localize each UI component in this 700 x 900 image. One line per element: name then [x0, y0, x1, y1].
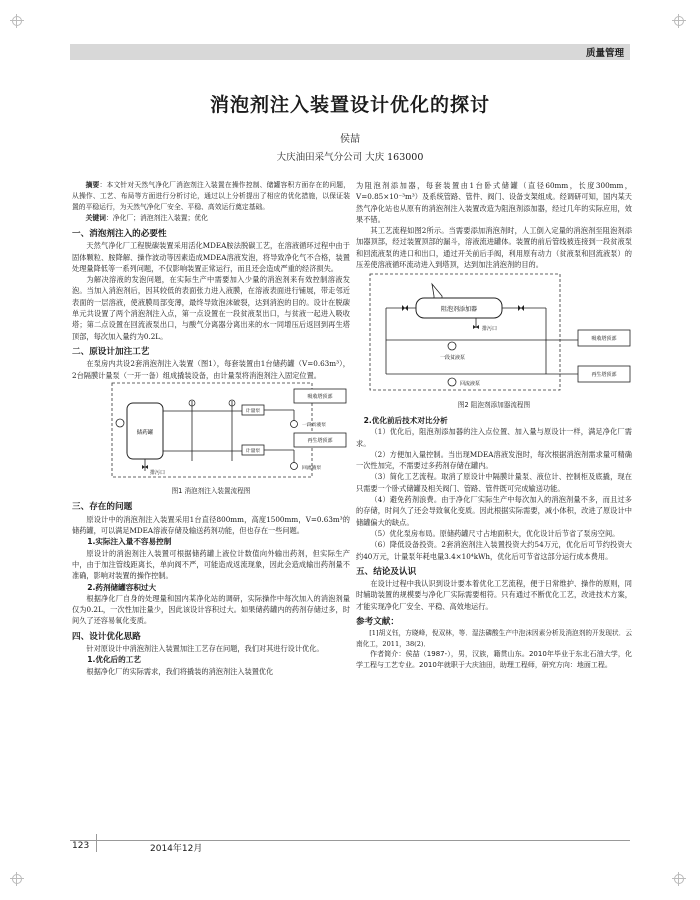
absorber-top-label: 吸收塔顶部 [307, 393, 333, 400]
section-1-paragraph-2: 为解决溶液的发泡问题，在实际生产中需要加入少量的消泡剂来有效控制溶液发泡。当加入消泡剂后，因其较低的表面张力进入液膜，在溶液表面进行铺展，带走邻近表面的一层溶液，使液膜局部变薄，最终导致泡沫破裂，达到消泡的目的。设计在脱碳单元共设置了两个消泡剂注入点，第一点设置在一段贫液泵出口，与贫液一起进入吸收塔；第二点设置在回流液泵出口，与酸气分离器分离出来的水一同增压后返回到再生塔顶部，每次加入量约为0.2L。 [72, 275, 350, 341]
section-3-heading: 三、存在的问题 [72, 502, 133, 513]
keywords-label: 关键词 [85, 214, 106, 222]
registration-circle-bottom-left [12, 874, 22, 884]
lean-pump-label: 一段贫液泵 [302, 422, 326, 428]
valve-icon [402, 305, 408, 311]
author-bio: 作者简介：侯喆（1987-），男，汉族，籍贯山东。2010年毕业于东北石油大学，化学工程与工艺专业。2010年就职于大庆油田，助理工程师，研究方向：地面工程。 [356, 650, 632, 670]
abstract-label: 摘要 [85, 181, 100, 189]
header-bar [70, 44, 630, 60]
valve-icon [518, 305, 524, 311]
section-3-paragraph-3: 根据净化厂自身的处理量和国内某净化站的调研，实际操作中每次加入的消泡剂量仅为0.2L，一次性加注量少，因此该设计容积过大。如果储药罐内的药剂存储过多，时间久了还容易氧化变质。 [72, 593, 350, 626]
reflux-pump-label: 回流液泵 [460, 381, 481, 388]
article-title: 消泡剂注入装置设计优化的探讨 [209, 94, 490, 116]
registration-circle-top-right [674, 16, 684, 26]
author: 侯喆 [340, 134, 360, 145]
issue-date: 2014年12月 [150, 844, 203, 854]
tank-label: 储药罐 [136, 429, 154, 436]
comparison-item-6: （6）降低设备投资。2套消泡剂注入装置投资大约54万元，优化后可节约投资大约40万元，计量泵年耗电量3.4×10⁴kWh，优化后可节省这部分运行成本费用。 [356, 540, 632, 561]
reference-1: [1]胡义钰，方晓峰，倪双林，等．湿法磷酸生产中泡沫因素分析及消泡剂的开发现状．云南化工，2011，38(2)． [356, 629, 632, 648]
footer-divider [96, 834, 97, 852]
level-indicator-icon [116, 419, 124, 427]
section-5-heading: 五、结论及认识 [356, 566, 417, 577]
left-column [72, 180, 350, 677]
section-4-subheading-1: 1.优化后的工艺 [87, 655, 141, 665]
keywords [72, 213, 350, 224]
section-3-subheading-2: 2.药剂储罐容积过大 [87, 582, 157, 592]
comparison-item-5: （5）优化泵房布局。原储药罐尺寸占地面积大，优化设计后节省了泵房空间。 [370, 528, 620, 538]
affiliation: 大庆油田采气分公司 大庆 163000 [276, 152, 424, 163]
regenerator-top-label: 再生塔顶部 [591, 372, 617, 379]
lean-pump-icon [448, 342, 456, 350]
drain-label: 排污口 [482, 326, 498, 333]
abstract-text: ：本文针对天然气净化厂消泡剂注入装置在操作控制、储罐容积方面存在的问题，从操作、工艺、布局等方面进行分析讨论，通过以上分析提出了相应的优化措施，以保证装置的平稳运行，为天然气净化厂安全、平稳、高效运行奠定基础。 [72, 181, 351, 211]
comparison-item-3: （3）简化工艺流程。取消了原设计中隔膜计量泵、液位计、控制柜及底撬，现在只需要一个卧式储罐及相关阀门、管路、管件既可完成输送功能。 [356, 472, 632, 493]
registration-circle-bottom-right [674, 874, 684, 884]
figure-2-diagram [356, 270, 632, 394]
section-1-heading: 一、消泡剂注入的必要性 [72, 229, 167, 239]
comparison-subheading: 2.优化前后技术对比分析 [363, 415, 448, 425]
section-4-paragraph-2: 根据净化厂的实际需求，我们将撬装的消泡剂注入装置优化 [86, 666, 274, 676]
comparison-item-1: （1）优化后，阻泡剂添加器的注入点位置、加入量与原设计一样，满足净化厂需求。 [356, 427, 632, 448]
section-3-paragraph-1: 原设计中的消泡剂注入装置采用1台直径800mm，高度1500mm，V=0.63m³的储药罐，可以满足MDEA溶液存储及输送药剂功能，但也存在一些问题。 [72, 514, 350, 536]
lean-pump-label: 一段贫液泵 [440, 355, 466, 362]
references-heading: 参考文献： [356, 617, 399, 628]
right-paragraph-2: 其工艺流程如图2所示。当需要添加消泡剂时，人工倒入定量的消泡剂至阻泡剂添加器顶部，经过装置顶部的漏斗，溶液流进罐体。装置的前后管线被连接到一段贫液泵和回流液泵的进口和出口，通过开关前后手阀，利用原有动力（贫液泵和回流液泵）的压差使溶液循环流动进入到塔顶，达到加注消泡剂的目的。 [356, 226, 632, 270]
section-1-paragraph-1: 天然气净化厂工程脱碳装置采用活化MDEA胺法脱碳工艺，在溶液循环过程中由于固体颗粒、胺降解、操作波动等因素造成MDEA溶液发泡，将导致净化气不合格，装置处理量降低等一系列问题，不仅影响装置正常运行，而且还会造成严重的经济损失。 [72, 241, 350, 273]
keywords-text: ：净化厂；消泡剂注入装置；优化 [105, 214, 208, 222]
abstract [72, 180, 350, 213]
section-3-paragraph-2: 原设计的消泡剂注入装置可根据储药罐上液位计数值向外输出药剂，但实际生产中，由于加注管线距离长，单向阀不严，可能造成返流现象，因此会造成输出药剂量不准确，影响对装置的操作控制。 [72, 548, 350, 581]
right-paragraph-1: 为阻泡剂添加器，每套装置由1台卧式储罐（直径60mm，长度300mm，V=0.85×10⁻³m³）及系统管路、管件、阀门、设备支架组成。经调研可知，国内某天然气净化站也从原有的消泡剂注入装置改造为阻泡剂添加器，经过几年的实际应用，效果不错。 [356, 181, 632, 224]
vessel-label: 阻泡剂添加器 [440, 306, 478, 314]
right-column [356, 180, 632, 671]
section-3-subheading-1: 1.实际注入量不容易控制 [87, 537, 172, 547]
pump-label-1: 计量泵 [245, 408, 261, 414]
registration-circle-top-left [12, 16, 22, 26]
comparison-item-4: （4）避免药剂浪费。由于净化厂实际生产中每次加入的消泡剂量不多，而且过多的存储，时间久了还会导致氧化变质。因此根据实际需要，减小体积，改进了原设计中储罐偏大的缺点。 [356, 495, 632, 527]
absorber-top-label: 吸收塔顶部 [591, 336, 617, 343]
reflux-pump-icon [448, 378, 456, 386]
pump-label-2: 计量泵 [245, 448, 261, 454]
figure-2-caption: 图2 阻泡剂添加器流程图 [457, 400, 531, 409]
section-2-paragraph-1: 在泵房内共设2套消泡剂注入装置（图1），每套装置由1台储药罐（V=0.63m³），2台隔膜计量泵（一开一备）组成撬装设备，由计量泵将消泡剂注入固定位置。 [72, 359, 350, 380]
figure-1-caption: 图1 消泡剂注入装置流程图 [171, 487, 251, 496]
regenerator-top-label: 再生塔顶部 [307, 437, 333, 444]
lean-pump-icon [291, 420, 298, 427]
page-number: 123 [72, 841, 90, 851]
reflux-pump-icon [291, 462, 298, 469]
drain-label: 排污口 [150, 469, 166, 476]
section-5-paragraph-1: 在设计过程中我认识到设计要本着优化工艺流程，便于日常维护、操作的原则，同时辅助装置的规模要与净化厂实际需要相符。只有通过不断优化工艺，改进技术方案，才能实现净化厂安全、平稳、高效地运行。 [356, 579, 632, 611]
reflux-pump-label: 回流液泵 [302, 465, 322, 471]
section-4-heading: 四、设计优化思路 [72, 631, 141, 642]
section-4-paragraph-1: 针对原设计中消泡剂注入装置加注工艺存在问题，我们对其进行设计优化。 [86, 644, 324, 654]
skid-boundary [370, 274, 560, 390]
figure-1-diagram [72, 381, 350, 481]
section-label: 质量管理 [585, 48, 624, 59]
section-2-heading: 二、原设计加注工艺 [72, 346, 150, 357]
comparison-item-2: （2）方便加入量控制。当出现MDEA溶液发泡时，每次根据消泡剂需求量可精确一次性加完，不需要过多药剂存储在罐内。 [356, 449, 632, 471]
